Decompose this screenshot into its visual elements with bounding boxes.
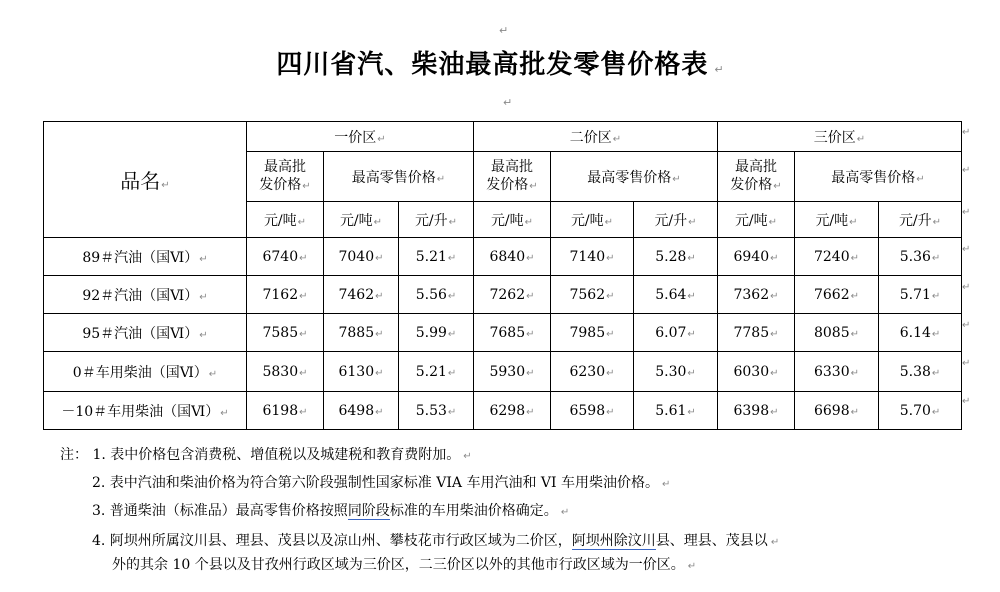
product-name-cell (44, 314, 247, 352)
paragraph-mark: ↵ (962, 165, 971, 176)
table-row (44, 314, 962, 352)
price-value: 5.21 (415, 363, 447, 380)
zone-label: 一价区 (334, 129, 377, 146)
price-value: 7562 (569, 286, 606, 303)
paragraph-mark: ↵ (849, 216, 858, 228)
price-cell (634, 352, 718, 392)
price-cell (551, 314, 634, 352)
unit-label: 元/吨 (339, 212, 373, 229)
unit-label: 元/吨 (815, 212, 849, 229)
paragraph-mark: ↵ (932, 216, 942, 228)
paragraph-mark: ↵ (299, 406, 308, 418)
price-cell (474, 392, 551, 430)
price-value: 7785 (733, 324, 770, 341)
unit-label: 元/升 (654, 212, 688, 229)
price-value: 7462 (338, 286, 375, 303)
paragraph-mark: ↵ (377, 133, 386, 145)
retail-header: 最高零售价格 (831, 169, 916, 186)
paragraph-mark: ↵ (770, 328, 779, 340)
paragraph-mark: ↵ (375, 367, 384, 379)
price-value: 7240 (813, 248, 850, 265)
paragraph-mark: ↵ (770, 406, 779, 418)
price-cell (324, 314, 399, 352)
paragraph-mark: ↵ (931, 290, 941, 302)
price-cell (247, 314, 324, 352)
price-value: 6.14 (899, 324, 931, 341)
paragraph-mark: ↵ (962, 244, 971, 255)
unit-label: 元/吨 (490, 212, 524, 229)
wholesale-header-3 (718, 152, 795, 202)
paragraph-mark: ↵ (962, 396, 971, 407)
product-name-cell (44, 238, 247, 276)
paragraph-mark: ↵ (161, 180, 170, 191)
price-value: 7885 (338, 324, 375, 341)
paragraph-mark: ↵ (850, 367, 860, 379)
paragraph-mark: ↵ (463, 451, 472, 462)
price-cell (634, 238, 718, 276)
price-value: 5.70 (899, 402, 931, 419)
paragraph-mark: ↵ (850, 328, 860, 340)
paragraph-mark: ↵ (447, 328, 457, 340)
price-cell (247, 238, 324, 276)
price-cell (718, 392, 795, 430)
wholesale-header-line: 最高批 (491, 158, 533, 175)
unit-label: 元/升 (414, 212, 448, 229)
paragraph-mark: ↵ (448, 216, 458, 228)
table-row (44, 276, 962, 314)
unit-label: 元/吨 (263, 212, 297, 229)
unit-label: 元/升 (898, 212, 932, 229)
paragraph-mark: ↵ (299, 290, 308, 302)
price-cell (324, 352, 399, 392)
price-cell (247, 352, 324, 392)
product-header-cell (44, 122, 247, 238)
price-value: 6298 (489, 402, 526, 419)
wholesale-header-line: 发价格 (730, 176, 773, 193)
price-cell (879, 276, 962, 314)
product-name-cell (44, 276, 247, 314)
paragraph-mark: ↵ (499, 24, 509, 37)
title-row (0, 44, 1000, 81)
price-value: 7040 (338, 248, 375, 265)
price-cell (324, 238, 399, 276)
price-cell (247, 392, 324, 430)
price-value: 6498 (338, 402, 375, 419)
paragraph-mark: ↵ (962, 358, 971, 369)
paragraph-mark: ↵ (770, 290, 779, 302)
product-name: 95＃汽油（国Ⅵ） (82, 325, 199, 342)
price-value: 5.53 (415, 402, 447, 419)
paragraph-mark: ↵ (687, 328, 696, 340)
wholesale-header-line: 最高批 (735, 158, 777, 175)
retail-header-3 (795, 152, 962, 202)
paragraph-mark: ↵ (687, 252, 696, 264)
price-value: 6198 (262, 402, 299, 419)
price-value: 7585 (262, 324, 299, 341)
note-text: 外的其余 10 个县以及甘孜州行政区域为三价区，二三价区以外的其他市行政区域为一价区。 (112, 557, 685, 573)
price-cell (634, 392, 718, 430)
paragraph-mark: ↵ (199, 253, 208, 265)
paragraph-mark: ↵ (768, 216, 778, 228)
product-name-cell (44, 392, 247, 430)
paragraph-mark: ↵ (606, 290, 615, 302)
paragraph-mark: ↵ (962, 127, 971, 138)
table-row (44, 238, 962, 276)
price-value: 6740 (262, 248, 299, 265)
paragraph-mark: ↵ (850, 406, 860, 418)
retail-header-1 (324, 152, 474, 202)
price-value: 5.61 (655, 402, 687, 419)
paragraph-mark: ↵ (526, 290, 535, 302)
price-cell (399, 314, 474, 352)
underlined-text: 阿坝州除汶川 (571, 533, 656, 549)
price-cell (879, 352, 962, 392)
wholesale-header-1 (247, 152, 324, 202)
paragraph-mark: ↵ (447, 406, 457, 418)
price-cell (634, 314, 718, 352)
price-cell (879, 238, 962, 276)
price-value: 6698 (813, 402, 850, 419)
price-value: 6398 (733, 402, 770, 419)
price-cell (795, 238, 879, 276)
price-value: 6130 (338, 363, 375, 380)
price-value: 8085 (813, 324, 850, 341)
paragraph-mark: ↵ (662, 479, 671, 490)
paragraph-mark: ↵ (770, 252, 779, 264)
note-text: 2. 表中汽油和柴油价格为符合第六阶段强制性国家标准 VIA 车用汽油和 VI 车用柴油价格。 (92, 475, 659, 491)
note-text: 3. 普通柴油（标准品）最高零售价格按照 (92, 503, 348, 519)
wholesale-header-line: 最高批 (264, 158, 306, 175)
price-cell (551, 352, 634, 392)
price-cell (718, 352, 795, 392)
price-value: 5.64 (655, 286, 687, 303)
paragraph-mark: ↵ (375, 290, 384, 302)
price-value: 7140 (569, 248, 606, 265)
note-3 (92, 500, 569, 520)
price-value: 5.30 (655, 363, 687, 380)
paragraph-mark: ↵ (687, 290, 696, 302)
price-value: 6330 (813, 363, 850, 380)
note-4 (92, 530, 779, 550)
paragraph-mark: ↵ (687, 406, 696, 418)
wholesale-header-line: 发价格 (486, 176, 529, 193)
price-cell (324, 392, 399, 430)
paragraph-mark: ↵ (856, 133, 866, 145)
unit-cell (247, 202, 324, 238)
paragraph-mark: ↵ (526, 367, 535, 379)
paragraph-mark: ↵ (375, 252, 384, 264)
note-text: 标准的车用柴油价格确定。 (389, 503, 558, 519)
price-value: 6230 (569, 363, 606, 380)
price-value: 7162 (262, 286, 299, 303)
product-name: 89＃汽油（国Ⅵ） (82, 249, 199, 266)
price-cell (474, 238, 551, 276)
price-value: 5830 (262, 363, 299, 380)
paragraph-mark: ↵ (606, 367, 615, 379)
price-cell (879, 392, 962, 430)
price-cell (551, 392, 634, 430)
note-text: 1. 表中价格包含消费税、增值税以及城建税和教育费附加。 (92, 447, 461, 463)
unit-cell (718, 202, 795, 238)
unit-cell (474, 202, 551, 238)
paragraph-mark: ↵ (299, 367, 308, 379)
price-value: 6940 (733, 248, 770, 265)
unit-label: 元/吨 (570, 212, 604, 229)
underlined-text: 同阶段 (347, 503, 390, 519)
retail-header-2 (551, 152, 718, 202)
paragraph-mark: ↵ (199, 291, 208, 303)
price-value: 5.21 (415, 248, 447, 265)
price-cell (474, 276, 551, 314)
paragraph-mark: ↵ (612, 133, 622, 145)
price-value: 5.71 (899, 286, 931, 303)
unit-label: 元/吨 (734, 212, 768, 229)
product-name: 92＃汽油（国Ⅵ） (82, 287, 199, 304)
table-row (44, 352, 962, 392)
price-value: 7662 (813, 286, 850, 303)
price-cell (718, 314, 795, 352)
note-4-continued (112, 554, 696, 574)
paragraph-mark: ↵ (447, 290, 457, 302)
price-cell (399, 276, 474, 314)
paragraph-mark: ↵ (850, 290, 860, 302)
document-title: 四川省汽、柴油最高批发零售价格表 (276, 50, 709, 80)
price-cell (474, 314, 551, 352)
price-cell (399, 352, 474, 392)
wholesale-header-2 (474, 152, 551, 202)
price-cell (399, 238, 474, 276)
paragraph-mark: ↵ (962, 282, 971, 293)
price-cell (551, 238, 634, 276)
price-value: 5.38 (899, 363, 931, 380)
retail-header: 最高零售价格 (587, 169, 672, 186)
price-cell (718, 276, 795, 314)
price-cell (795, 392, 879, 430)
price-value: 6840 (489, 248, 526, 265)
paragraph-mark: ↵ (526, 406, 535, 418)
product-name-cell (44, 352, 247, 392)
price-value: 5.99 (415, 324, 447, 341)
paragraph-mark: ↵ (526, 252, 535, 264)
paragraph-mark: ↵ (526, 328, 535, 340)
price-cell (795, 314, 879, 352)
paragraph-mark: ↵ (436, 173, 446, 185)
price-value: 6.07 (655, 324, 687, 341)
price-cell (795, 352, 879, 392)
price-value: 7262 (489, 286, 526, 303)
unit-cell (634, 202, 718, 238)
paragraph-mark: ↵ (606, 406, 615, 418)
paragraph-mark: ↵ (606, 252, 615, 264)
note-1 (60, 444, 472, 464)
paragraph-mark: ↵ (850, 252, 860, 264)
note-text: 4. 阿坝州所属汶川县、理县、茂县以及凉山州、攀枝花市行政区域为二价区， (92, 533, 572, 549)
unit-cell (324, 202, 399, 238)
zone-header-2 (474, 122, 718, 152)
paragraph-mark: ↵ (299, 328, 308, 340)
paragraph-mark: ↵ (931, 252, 941, 264)
paragraph-mark: ↵ (931, 328, 941, 340)
paragraph-mark: ↵ (962, 320, 971, 331)
price-value: 5.56 (415, 286, 447, 303)
paragraph-mark: ↵ (529, 180, 538, 192)
paragraph-mark: ↵ (375, 406, 384, 418)
paragraph-mark: ↵ (524, 216, 534, 228)
zone-header-3 (718, 122, 962, 152)
price-value: 7362 (733, 286, 770, 303)
paragraph-mark: ↵ (375, 328, 384, 340)
paragraph-mark: ↵ (447, 252, 457, 264)
price-cell (247, 276, 324, 314)
price-cell (324, 276, 399, 314)
product-name: 0＃车用柴油（国Ⅵ） (72, 364, 208, 381)
paragraph-mark: ↵ (962, 207, 971, 218)
price-cell (551, 276, 634, 314)
unit-cell (551, 202, 634, 238)
paragraph-mark: ↵ (560, 507, 570, 518)
paragraph-mark: ↵ (297, 216, 307, 228)
paragraph-mark: ↵ (220, 407, 229, 419)
paragraph-mark: ↵ (687, 561, 697, 572)
price-value: 5.28 (655, 248, 687, 265)
price-value: 7985 (569, 324, 606, 341)
price-cell (474, 352, 551, 392)
paragraph-mark: ↵ (373, 216, 383, 228)
paragraph-mark: ↵ (208, 368, 218, 380)
paragraph-mark: ↵ (714, 63, 724, 76)
zone-label: 三价区 (813, 129, 856, 146)
price-value: 7685 (489, 324, 526, 341)
note-2 (92, 472, 670, 492)
paragraph-mark: ↵ (916, 173, 925, 185)
paragraph-mark: ↵ (931, 406, 941, 418)
paragraph-mark: ↵ (606, 328, 615, 340)
note-text: 县、理县、茂县以 (655, 533, 768, 549)
price-cell (718, 238, 795, 276)
zone-header-1 (247, 122, 474, 152)
price-value: 6598 (569, 402, 606, 419)
paragraph-mark: ↵ (770, 537, 780, 548)
price-cell (399, 392, 474, 430)
paragraph-mark: ↵ (302, 180, 311, 192)
paragraph-mark: ↵ (299, 252, 308, 264)
unit-cell (879, 202, 962, 238)
zone-label: 二价区 (569, 129, 612, 146)
paragraph-mark: ↵ (770, 367, 779, 379)
retail-header: 最高零售价格 (351, 169, 436, 186)
paragraph-mark: ↵ (447, 367, 457, 379)
price-value: 5.36 (899, 248, 931, 265)
unit-cell (795, 202, 879, 238)
price-cell (879, 314, 962, 352)
price-cell (634, 276, 718, 314)
table-row (44, 392, 962, 430)
price-cell (795, 276, 879, 314)
product-header: 品名 (120, 169, 161, 193)
wholesale-header-line: 发价格 (259, 176, 302, 193)
paragraph-mark: ↵ (199, 329, 208, 341)
product-name: －10＃车用柴油（国Ⅵ） (61, 403, 220, 420)
unit-cell (399, 202, 474, 238)
paragraph-mark: ↵ (931, 367, 941, 379)
paragraph-mark: ↵ (688, 216, 697, 228)
price-value: 5930 (489, 363, 526, 380)
paragraph-mark: ↵ (687, 367, 696, 379)
price-table (43, 121, 962, 430)
paragraph-mark: ↵ (773, 180, 782, 192)
paragraph-mark: ↵ (503, 96, 513, 109)
price-value: 6030 (733, 363, 770, 380)
paragraph-mark: ↵ (672, 173, 681, 185)
note-prefix: 注： (60, 447, 88, 463)
paragraph-mark: ↵ (604, 216, 614, 228)
